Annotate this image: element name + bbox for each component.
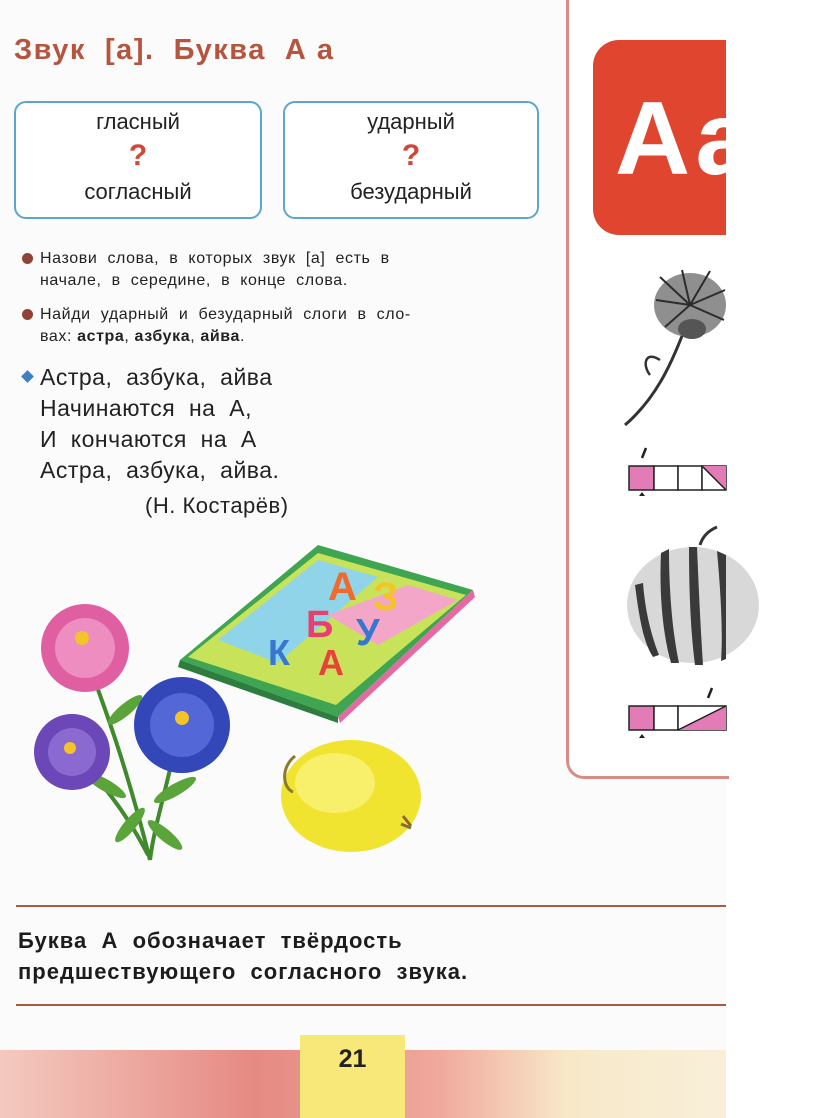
poem-line: Начинаются на А, (40, 395, 252, 421)
bullet-dot-icon (22, 253, 33, 264)
letter-card (593, 40, 758, 235)
page-title: Звук [а]. Буква А а (14, 34, 335, 66)
word-astra: астра (77, 328, 125, 345)
rule-top-line (16, 905, 726, 907)
bullet-dot-icon (22, 309, 33, 320)
box-label-stressed: ударный (367, 109, 455, 134)
task-name-words: Назови слова, в которых звук [а] есть в начале, в середине, в конце слова. (40, 250, 390, 289)
task-find-syllables: Найди ударный и безударный слоги в сло- вах: астра, азбука, айва. (40, 306, 411, 345)
letter-card-text: Аа (615, 81, 758, 197)
page-number-box (300, 1035, 405, 1118)
word-aiva: айва (200, 328, 241, 345)
book-letter: З (373, 575, 399, 619)
aster-flowers-illustration (30, 600, 240, 870)
book-letter: А (328, 565, 357, 609)
syllable-scheme-icon (626, 686, 726, 746)
rule-bottom-line (16, 1004, 726, 1006)
watermelon-illustration (625, 525, 726, 665)
book-letter: К (268, 632, 290, 673)
poem-line: Астра, азбука, айва (40, 364, 273, 390)
poem-line: И кончаются на А (40, 426, 257, 452)
syllable-scheme-icon (626, 446, 726, 501)
book-letter: У (356, 612, 380, 654)
poem-author: (Н. Костарёв) (145, 493, 289, 518)
rule-text: Буква А обозначает твёрдость предшествующего согласного звука. (18, 928, 469, 984)
poem (40, 362, 279, 486)
word-azbuka: азбука (134, 328, 191, 345)
book-letter: А (318, 642, 344, 683)
cornflower-illustration (620, 265, 726, 430)
page-number: 21 (338, 1045, 367, 1073)
question-mark: ? (401, 139, 421, 172)
poem-line: Астра, азбука, айва. (40, 457, 280, 483)
diamond-icon (21, 370, 34, 383)
quince-illustration (275, 728, 425, 856)
stressed-unstressed-box (283, 101, 539, 219)
box-label-consonant: согласный (84, 179, 192, 204)
book-letter: Б (306, 604, 334, 646)
vowel-consonant-box (14, 101, 262, 219)
box-label-vowel: гласный (96, 109, 180, 134)
box-label-unstressed: безударный (350, 179, 472, 204)
question-mark: ? (128, 139, 148, 172)
